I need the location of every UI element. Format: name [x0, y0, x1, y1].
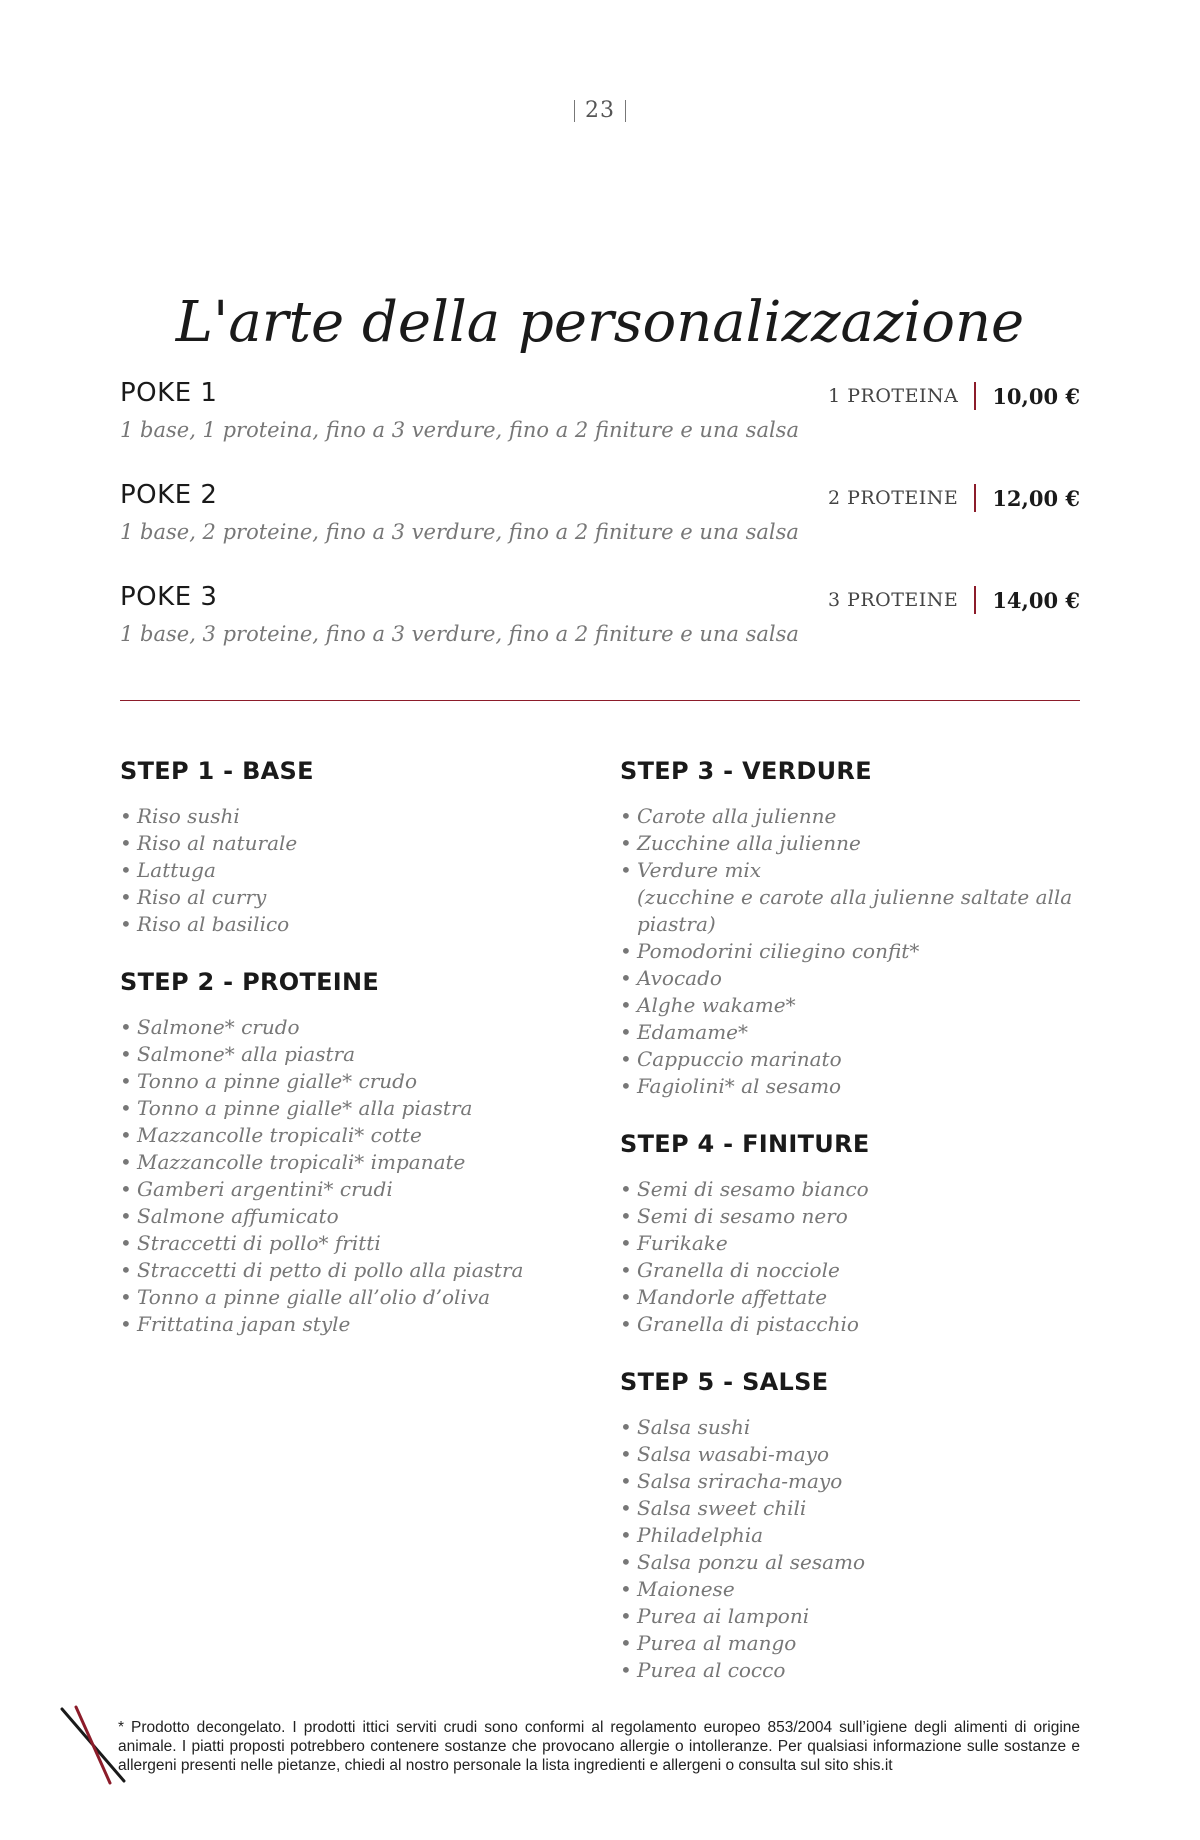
list-item: • Avocado [620, 965, 1080, 992]
list-item: • Semi di sesamo bianco [620, 1176, 1080, 1203]
step-proteine [120, 968, 580, 1338]
list-item: • Straccetti di pollo* fritti [120, 1230, 580, 1257]
list-item: • Semi di sesamo nero [620, 1203, 1080, 1230]
step-finiture [620, 1130, 1080, 1338]
poke-name: POKE 2 [120, 480, 218, 510]
poke-description: 1 base, 1 proteina, fino a 3 verdure, fino a 2 finiture e una salsa [120, 418, 799, 442]
poke-protein-count: 1 PROTEINA [828, 385, 959, 407]
page-number-bar-left [574, 100, 575, 122]
list-item: • Lattuga [120, 857, 580, 884]
list-item: • Granella di nocciole [620, 1257, 1080, 1284]
list-item: • Fagiolini* al sesamo [620, 1073, 1080, 1100]
list-item: • Pomodorini ciliegino confit* [620, 938, 1080, 965]
section-divider [120, 700, 1080, 701]
list-item: • Cappuccio marinato [620, 1046, 1080, 1073]
step-salse-list [620, 1414, 1080, 1684]
price-separator [974, 586, 976, 614]
list-item: • Salsa wasabi-mayo [620, 1441, 1080, 1468]
step-title: STEP 4 - FINITURE [620, 1130, 870, 1158]
step-title: STEP 5 - SALSE [620, 1368, 829, 1396]
list-item: • Salsa sushi [620, 1414, 1080, 1441]
step-base [120, 757, 580, 938]
list-item: • Salsa sweet chili [620, 1495, 1080, 1522]
list-item: • Riso al curry [120, 884, 580, 911]
step-base-list [120, 803, 580, 938]
poke-price-group [828, 484, 1080, 512]
list-item: • Zucchine alla julienne [620, 830, 1080, 857]
step-finiture-list [620, 1176, 1080, 1338]
poke-item-3 [120, 582, 1080, 646]
step-title: STEP 2 - PROTEINE [120, 968, 380, 996]
list-item: • Purea ai lamponi [620, 1603, 1080, 1630]
poke-description: 1 base, 2 proteine, fino a 3 verdure, fino a 2 finiture e una salsa [120, 520, 799, 544]
list-item: • Purea al mango [620, 1630, 1080, 1657]
list-item: • Gamberi argentini* crudi [120, 1176, 580, 1203]
poke-name: POKE 1 [120, 378, 218, 408]
list-item: • Salmone* crudo [120, 1014, 580, 1041]
list-item: • Maionese [620, 1576, 1080, 1603]
list-item: • Purea al cocco [620, 1657, 1080, 1684]
poke-price: 14,00 € [992, 587, 1080, 613]
list-item: • Riso al naturale [120, 830, 580, 857]
poke-protein-count: 2 PROTEINE [827, 487, 959, 509]
list-item: • Riso al basilico [120, 911, 580, 938]
page-title: L'arte della personalizzazione [175, 289, 1025, 355]
poke-name: POKE 3 [120, 582, 218, 612]
list-item: • Philadelphia [620, 1522, 1080, 1549]
list-item: • Riso sushi [120, 803, 580, 830]
list-item: • Frittatina japan style [120, 1311, 580, 1338]
page-number [0, 98, 1200, 123]
step-title: STEP 1 - BASE [120, 757, 314, 785]
list-item: • Granella di pistacchio [620, 1311, 1080, 1338]
step-verdure-list [620, 803, 1080, 1100]
poke-price: 10,00 € [992, 383, 1080, 409]
list-item: • Alghe wakame* [620, 992, 1080, 1019]
list-item: • Salsa ponzu al sesamo [620, 1549, 1080, 1576]
list-item: • Straccetti di petto di pollo alla piastra [120, 1257, 580, 1284]
step-title: STEP 3 - VERDURE [620, 757, 872, 785]
price-separator [974, 382, 976, 410]
poke-item-2 [120, 480, 1080, 544]
step-proteine-list [120, 1014, 580, 1338]
list-item: • Edamame* [620, 1019, 1080, 1046]
left-column [120, 757, 580, 1368]
poke-price: 12,00 € [992, 485, 1080, 511]
poke-price-group [828, 586, 1080, 614]
list-item: • Tonno a pinne gialle* crudo [120, 1068, 580, 1095]
list-item: • Verdure mix [620, 857, 1080, 884]
right-column [620, 757, 1080, 1714]
footnote: * Prodotto decongelato. I prodotti ittici serviti crudi sono conformi al regolamento europeo 853/2004 sull’igiene degli alimenti di origine animale. I piatti proposti potrebbero contenere sostanze che provocano allergie o intolleranze. Per qualsiasi informazione sulle sostanze e allergeni presenti nelle pietanze, chiedi al nostro personale la lista ingredienti e allergeni o consulta sul sito shis.it [118, 1719, 1080, 1774]
list-item: (zucchine e carote alla julienne saltate alla piastra) [637, 885, 1073, 936]
list-item: • Salsa sriracha-mayo [620, 1468, 1080, 1495]
list-item: • Tonno a pinne gialle all’olio d’oliva [120, 1284, 580, 1311]
list-item: • Carote alla julienne [620, 803, 1080, 830]
poke-price-group [828, 382, 1080, 410]
list-item: • Tonno a pinne gialle* alla piastra [120, 1095, 580, 1122]
page-number-text: 23 [585, 98, 615, 123]
list-item: • Mazzancolle tropicali* impanate [120, 1149, 580, 1176]
page-number-bar-right [625, 100, 626, 122]
poke-description: 1 base, 3 proteine, fino a 3 verdure, fino a 2 finiture e una salsa [120, 622, 799, 646]
poke-item-1 [120, 378, 1080, 442]
step-salse [620, 1368, 1080, 1684]
list-item: • Mandorle affettate [620, 1284, 1080, 1311]
list-item: • Furikake [620, 1230, 1080, 1257]
list-item: • Salmone* alla piastra [120, 1041, 580, 1068]
price-separator [974, 484, 976, 512]
list-item: • Salmone affumicato [120, 1203, 580, 1230]
list-item: • Mazzancolle tropicali* cotte [120, 1122, 580, 1149]
poke-protein-count: 3 PROTEINE [827, 589, 959, 611]
step-verdure [620, 757, 1080, 1100]
